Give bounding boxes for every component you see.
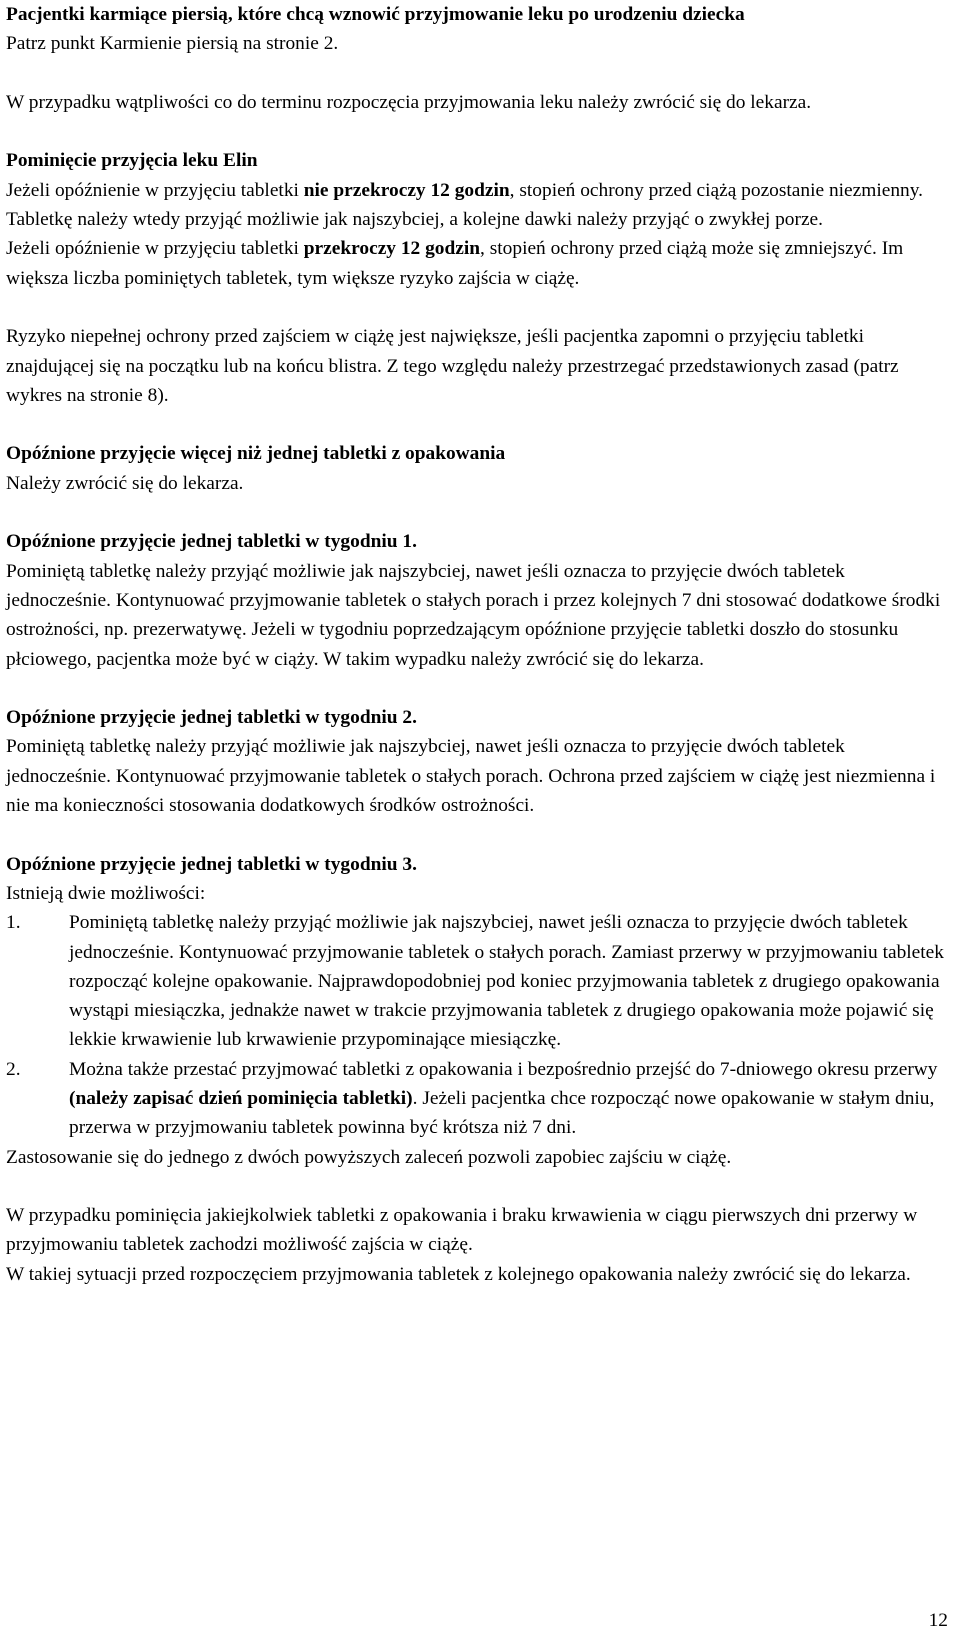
week2-text: Pominiętą tabletkę należy przyjąć możliwie jak najszybciej, nawet jeśli oznacza to przyjęcie dwóch tabletek jednocześnie. Kontynuować przyjmowanie tabletek o stałych porach. Ochrona przed zajściem w ciążę jest niezmienna i nie ma konieczności stosowania dodatkowych środków ostrożności. (6, 736, 936, 817)
missed-dose-heading: Pominięcie przyjęcia leku Elin (6, 150, 258, 172)
week2-heading: Opóźnione przyjęcie jednej tabletki w tygodniu 2. (6, 707, 417, 729)
emphasis-run: nie przekroczy 12 godzin (303, 179, 510, 201)
list-number: 2. (6, 1058, 21, 1080)
spacer (6, 674, 946, 703)
emphasis-run: (należy zapisać dzień pominięcia tabletki) (69, 1087, 413, 1109)
spacer (6, 498, 946, 527)
list-text: Pominiętą tabletkę należy przyjąć możliwie jak najszybciej, nawet jeśli oznacza to przyjęcie dwóch tabletek jednocześnie. Kontynuować przyjmowanie tabletek o stałych porach. Zamiast przerwy w przyjmowaniu tabletek rozpocząć kolejne opakowanie. Najprawdopodobniej pod koniec przyjmowania tabletek z drugiego opakowania wystąpi miesiączka, jednakże nawet w trakcie przyjmowania tabletek z drugiego opakowania może pojawić się lekkie krwawienie lub krwawienie przypominające miesiączkę. (69, 912, 944, 1051)
emphasis-run: przekroczy 12 godzin (303, 238, 481, 260)
week3-heading: Opóźnione przyjęcie jednej tabletki w tygodniu 3. (6, 853, 417, 875)
breastfeeding-text: Patrz punkt Karmienie piersią na stronie 2. (6, 33, 339, 55)
multi-tablet-text: Należy zwrócić się do lekarza. (6, 472, 244, 494)
spacer (6, 410, 946, 439)
text-run: , stopień ochrony przed ciążą pozostanie niezmienny. Tabletkę należy wtedy przyjąć możliwie jak najszybciej, a kolejne dawki należy przyjąć o zwykłej porze. (6, 179, 924, 231)
text-run: Jeżeli opóźnienie w przyjęciu tabletki (6, 179, 304, 201)
week3-option-1 (6, 908, 946, 1054)
week1-heading: Opóźnione przyjęcie jednej tabletki w tygodniu 1. (6, 531, 417, 553)
text-run: Można także przestać przyjmować tabletki z opakowania i bezpośrednio przejść do 7-dniowego okresu przerwy (69, 1058, 938, 1080)
week3-summary: Zastosowanie się do jednego z dwóch powyższych zaleceń pozwoli zapobiec zajściu w ciążę. (6, 1146, 732, 1168)
multi-tablet-heading: Opóźnione przyjęcie więcej niż jednej tabletki z opakowania (6, 443, 506, 465)
missed-dose-paragraph-2 (6, 234, 946, 293)
final-paragraph-1: W przypadku pominięcia jakiejkolwiek tabletki z opakowania i braku krwawienia w ciągu pierwszych dni przerwy w przyjmowaniu tabletek zachodzi możliwość zajścia w ciążę. (6, 1205, 918, 1256)
spacer (6, 59, 946, 88)
text-run: . Jeżeli pacjentka chce rozpocząć nowe opakowanie w stałym dniu, przerwa w przyjmowaniu tabletek powinna być krótsza niż 7 dni. (69, 1087, 935, 1139)
list-number: 1. (6, 912, 21, 934)
doubt-text: W przypadku wątpliwości co do terminu rozpoczęcia przyjmowania leku należy zwrócić się do lekarza. (6, 91, 812, 113)
final-paragraph-2: W takiej sytuacji przed rozpoczęciem przyjmowania tabletek z kolejnego opakowania należy zwrócić się do lekarza. (6, 1263, 911, 1285)
missed-dose-paragraph-1 (6, 176, 946, 235)
risk-paragraph: Ryzyko niepełnej ochrony przed zajściem w ciążę jest największe, jeśli pacjentka zapomni o przyjęciu tabletki znajdującej się na początku lub na końcu blistra. Z tego względu należy przestrzegać przedstawionych zasad (patrz wykres na stronie 8). (6, 326, 899, 406)
text-run: , stopień ochrony przed ciążą może się zmniejszyć. Im większa liczba pominiętych tabletek, tym większe ryzyko zajścia w ciążę. (6, 238, 904, 289)
week3-option-2 (6, 1055, 946, 1143)
spacer (6, 117, 946, 146)
spacer (6, 1172, 946, 1201)
page-number: 12 (928, 1610, 948, 1631)
spacer (6, 293, 946, 322)
list-text (69, 1055, 946, 1143)
text-run: Jeżeli opóźnienie w przyjęciu tabletki (6, 238, 304, 260)
breastfeeding-heading: Pacjentki karmiące piersią, które chcą wznowić przyjmowanie leku po urodzeniu dziecka (6, 4, 745, 25)
week1-text: Pominiętą tabletkę należy przyjąć możliwie jak najszybciej, nawet jeśli oznacza to przyjęcie dwóch tabletek jednocześnie. Kontynuować przyjmowanie tabletek o stałych porach i przez kolejnych 7 dni stosować dodatkowe środki ostrożności, np. prezerwatywę. Jeżeli w tygodniu poprzedzającym opóźnione przyjęcie tabletki doszło do stosunku płciowego, pacjentka może być w ciąży. W takim wypadku należy zwrócić się do lekarza. (6, 560, 941, 670)
spacer (6, 820, 946, 849)
document-body (6, 0, 946, 1289)
week3-intro: Istnieją dwie możliwości: (6, 882, 206, 904)
